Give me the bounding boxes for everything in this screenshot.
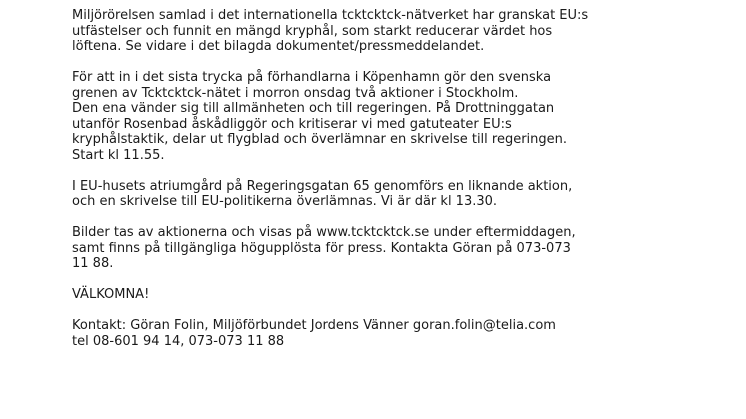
text-line: samt finns på tillgängliga högupplösta för press. Kontakta Göran på 073-073 bbox=[72, 240, 571, 256]
text-line: utfästelser och funnit en mängd kryphål, som starkt reducerar värdet hos bbox=[72, 23, 553, 39]
paragraph-loopholes bbox=[72, 8, 672, 55]
text-line: kryphålstaktik, delar ut flygblad och överlämnar en skrivelse till regeringen. bbox=[72, 132, 568, 147]
paragraph-contact bbox=[72, 318, 672, 349]
press-release-body bbox=[72, 8, 672, 349]
text-line: Miljörörelsen samlad i det internationella tcktcktck-nätverket har granskat EU:s bbox=[72, 8, 589, 23]
paragraph-photos bbox=[72, 225, 672, 272]
text-line: grenen av Tcktcktck-nätet i morron onsdag två aktioner i Stockholm. bbox=[72, 85, 519, 101]
text-line: I EU-husets atriumgård på Regeringsgatan 65 genomförs en liknande aktion, bbox=[72, 178, 573, 194]
paragraph-eu-house bbox=[72, 179, 672, 210]
text-line: och en skrivelse till EU-politikerna överlämnas. Vi är där kl 13.30. bbox=[72, 194, 498, 209]
text-line: Bilder tas av aktionerna och visas på www.tcktcktck.se under eftermiddagen, bbox=[72, 225, 576, 240]
text-line: utanför Rosenbad åskådliggör och kritiserar vi med gatuteater EU:s bbox=[72, 116, 512, 132]
text-line: Den ena vänder sig till allmänheten och till regeringen. På Drottninggatan bbox=[72, 101, 555, 116]
text-line: tel 08-601 94 14, 073-073 11 88 bbox=[72, 333, 285, 349]
text-line: Kontakt: Göran Folin, Miljöförbundet Jordens Vänner goran.folin@telia.com bbox=[72, 318, 556, 333]
text-line: Start kl 11.55. bbox=[72, 147, 165, 163]
text-line: VÄLKOMNA! bbox=[72, 287, 150, 302]
text-line: För att in i det sista trycka på förhandlarna i Köpenhamn gör den svenska bbox=[72, 70, 552, 85]
text-line: 11 88. bbox=[72, 256, 114, 271]
text-line: löftena. Se vidare i det bilagda dokumentet/pressmeddelandet. bbox=[72, 39, 485, 54]
paragraph-welcome bbox=[72, 287, 672, 303]
paragraph-actions bbox=[72, 70, 672, 163]
